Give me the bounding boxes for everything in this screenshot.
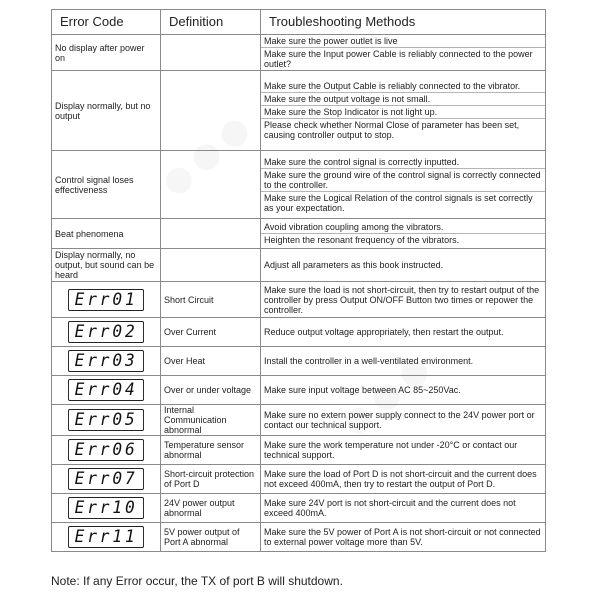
table-row xyxy=(52,35,546,71)
method-line: Please check whether Normal Close of parameter has been set, causing controller output to stop. xyxy=(264,120,520,140)
table-row xyxy=(52,465,546,494)
definition-cell: Short Circuit xyxy=(161,282,261,318)
definition-cell: 5V power output of Port A abnormal xyxy=(161,523,261,552)
method-line: Avoid vibration coupling among the vibrators. xyxy=(261,221,545,234)
methods-cell: Make sure 24V port is not short-circuit and the current does not exceed 400mA. xyxy=(261,494,546,523)
definition-cell: Over or under voltage xyxy=(161,376,261,405)
error-code-cell xyxy=(52,494,161,523)
error-code-cell xyxy=(52,465,161,494)
lcd-error-display: Err11 xyxy=(68,526,144,548)
table-header-row xyxy=(52,10,546,35)
troubleshooting-table-frame xyxy=(51,9,545,552)
definition-cell: 24V power output abnormal xyxy=(161,494,261,523)
definition-cell: Short-circuit protection of Port D xyxy=(161,465,261,494)
definition-cell: Temperature sensor abnormal xyxy=(161,436,261,465)
methods-cell xyxy=(261,35,546,71)
definition-cell: Over Current xyxy=(161,318,261,347)
table-row xyxy=(52,436,546,465)
methods-cell: Install the controller in a well-ventilated environment. xyxy=(261,347,546,376)
methods-cell: Adjust all parameters as this book instructed. xyxy=(261,249,546,282)
table-row xyxy=(52,405,546,436)
header-troubleshooting: Troubleshooting Methods xyxy=(261,10,546,35)
methods-cell xyxy=(261,71,546,151)
definition-cell: Over Heat xyxy=(161,347,261,376)
methods-cell: Make sure no extern power supply connect to the 24V power port or contact our technical support. xyxy=(261,405,546,436)
table-row xyxy=(52,376,546,405)
header-error-code: Error Code xyxy=(52,10,161,35)
methods-cell: Make sure the work temperature not under -20°C or contact our technical support. xyxy=(261,436,546,465)
table-row xyxy=(52,151,546,219)
methods-cell: Make sure the load of Port D is not short-circuit and the current does not exceed 400mA, then try to restart the output of Port D. xyxy=(261,465,546,494)
error-code-cell xyxy=(52,376,161,405)
table-row xyxy=(52,249,546,282)
lcd-error-display: Err04 xyxy=(68,379,144,401)
method-line: Make sure the Output Cable is reliably connected to the vibrator. xyxy=(261,80,545,93)
definition-cell xyxy=(161,219,261,249)
methods-cell: Make sure the load is not short-circuit, then try to restart output of the controller by press Output ON/OFF Button two times or repower the controller. xyxy=(261,282,546,318)
error-code-cell: Display normally, no output, but sound can be heard xyxy=(52,249,161,282)
table-row xyxy=(52,347,546,376)
error-code-cell xyxy=(52,347,161,376)
error-code-cell xyxy=(52,282,161,318)
method-line: Make sure the Logical Relation of the control signals is set correctly as your expectation. xyxy=(264,192,533,213)
definition-cell xyxy=(161,249,261,282)
lcd-error-display: Err07 xyxy=(68,468,144,490)
error-code-cell xyxy=(52,523,161,552)
method-line: Heighten the resonant frequency of the vibrators. xyxy=(264,235,460,245)
definition-cell xyxy=(161,35,261,71)
table-row xyxy=(52,71,546,151)
method-line: Make sure the control signal is correctly inputted. xyxy=(261,156,545,169)
error-code-cell: Display normally, but no output xyxy=(52,71,161,151)
method-line: Make sure the Input power Cable is reliably connected to the power outlet? xyxy=(264,49,533,69)
table-row xyxy=(52,523,546,552)
error-code-cell xyxy=(52,436,161,465)
table-row xyxy=(52,219,546,249)
footnote: Note: If any Error occur, the TX of port B will shutdown. xyxy=(51,574,343,588)
method-line: Make sure the Stop Indicator is not light up. xyxy=(261,106,545,119)
lcd-error-display: Err02 xyxy=(68,321,144,343)
error-code-cell: Beat phenomena xyxy=(52,219,161,249)
lcd-error-display: Err05 xyxy=(68,409,144,431)
methods-cell: Make sure the 5V power of Port A is not short-circuit or not connected to external power voltage more than 5V. xyxy=(261,523,546,552)
header-definition: Definition xyxy=(161,10,261,35)
method-line: Make sure the output voltage is not small. xyxy=(261,93,545,106)
method-line: Make sure the ground wire of the control signal is correctly connected to the controller. xyxy=(261,169,545,192)
definition-cell xyxy=(161,151,261,219)
table-row xyxy=(52,282,546,318)
methods-cell: Reduce output voltage appropriately, then restart the output. xyxy=(261,318,546,347)
lcd-error-display: Err01 xyxy=(68,289,144,311)
error-code-cell: Control signal loses effectiveness xyxy=(52,151,161,219)
lcd-error-display: Err10 xyxy=(68,497,144,519)
error-code-cell xyxy=(52,318,161,347)
methods-cell xyxy=(261,219,546,249)
methods-cell: Make sure input voltage between AC 85~250Vac. xyxy=(261,376,546,405)
lcd-error-display: Err06 xyxy=(68,439,144,461)
methods-cell xyxy=(261,151,546,219)
method-line: Make sure the power outlet is live xyxy=(261,35,545,48)
error-code-cell: No display after power on xyxy=(52,35,161,71)
table-row xyxy=(52,494,546,523)
error-code-cell xyxy=(52,405,161,436)
definition-cell: Internal Communication abnormal xyxy=(161,405,261,436)
table-row xyxy=(52,318,546,347)
lcd-error-display: Err03 xyxy=(68,350,144,372)
troubleshooting-table xyxy=(51,9,546,552)
definition-cell xyxy=(161,71,261,151)
